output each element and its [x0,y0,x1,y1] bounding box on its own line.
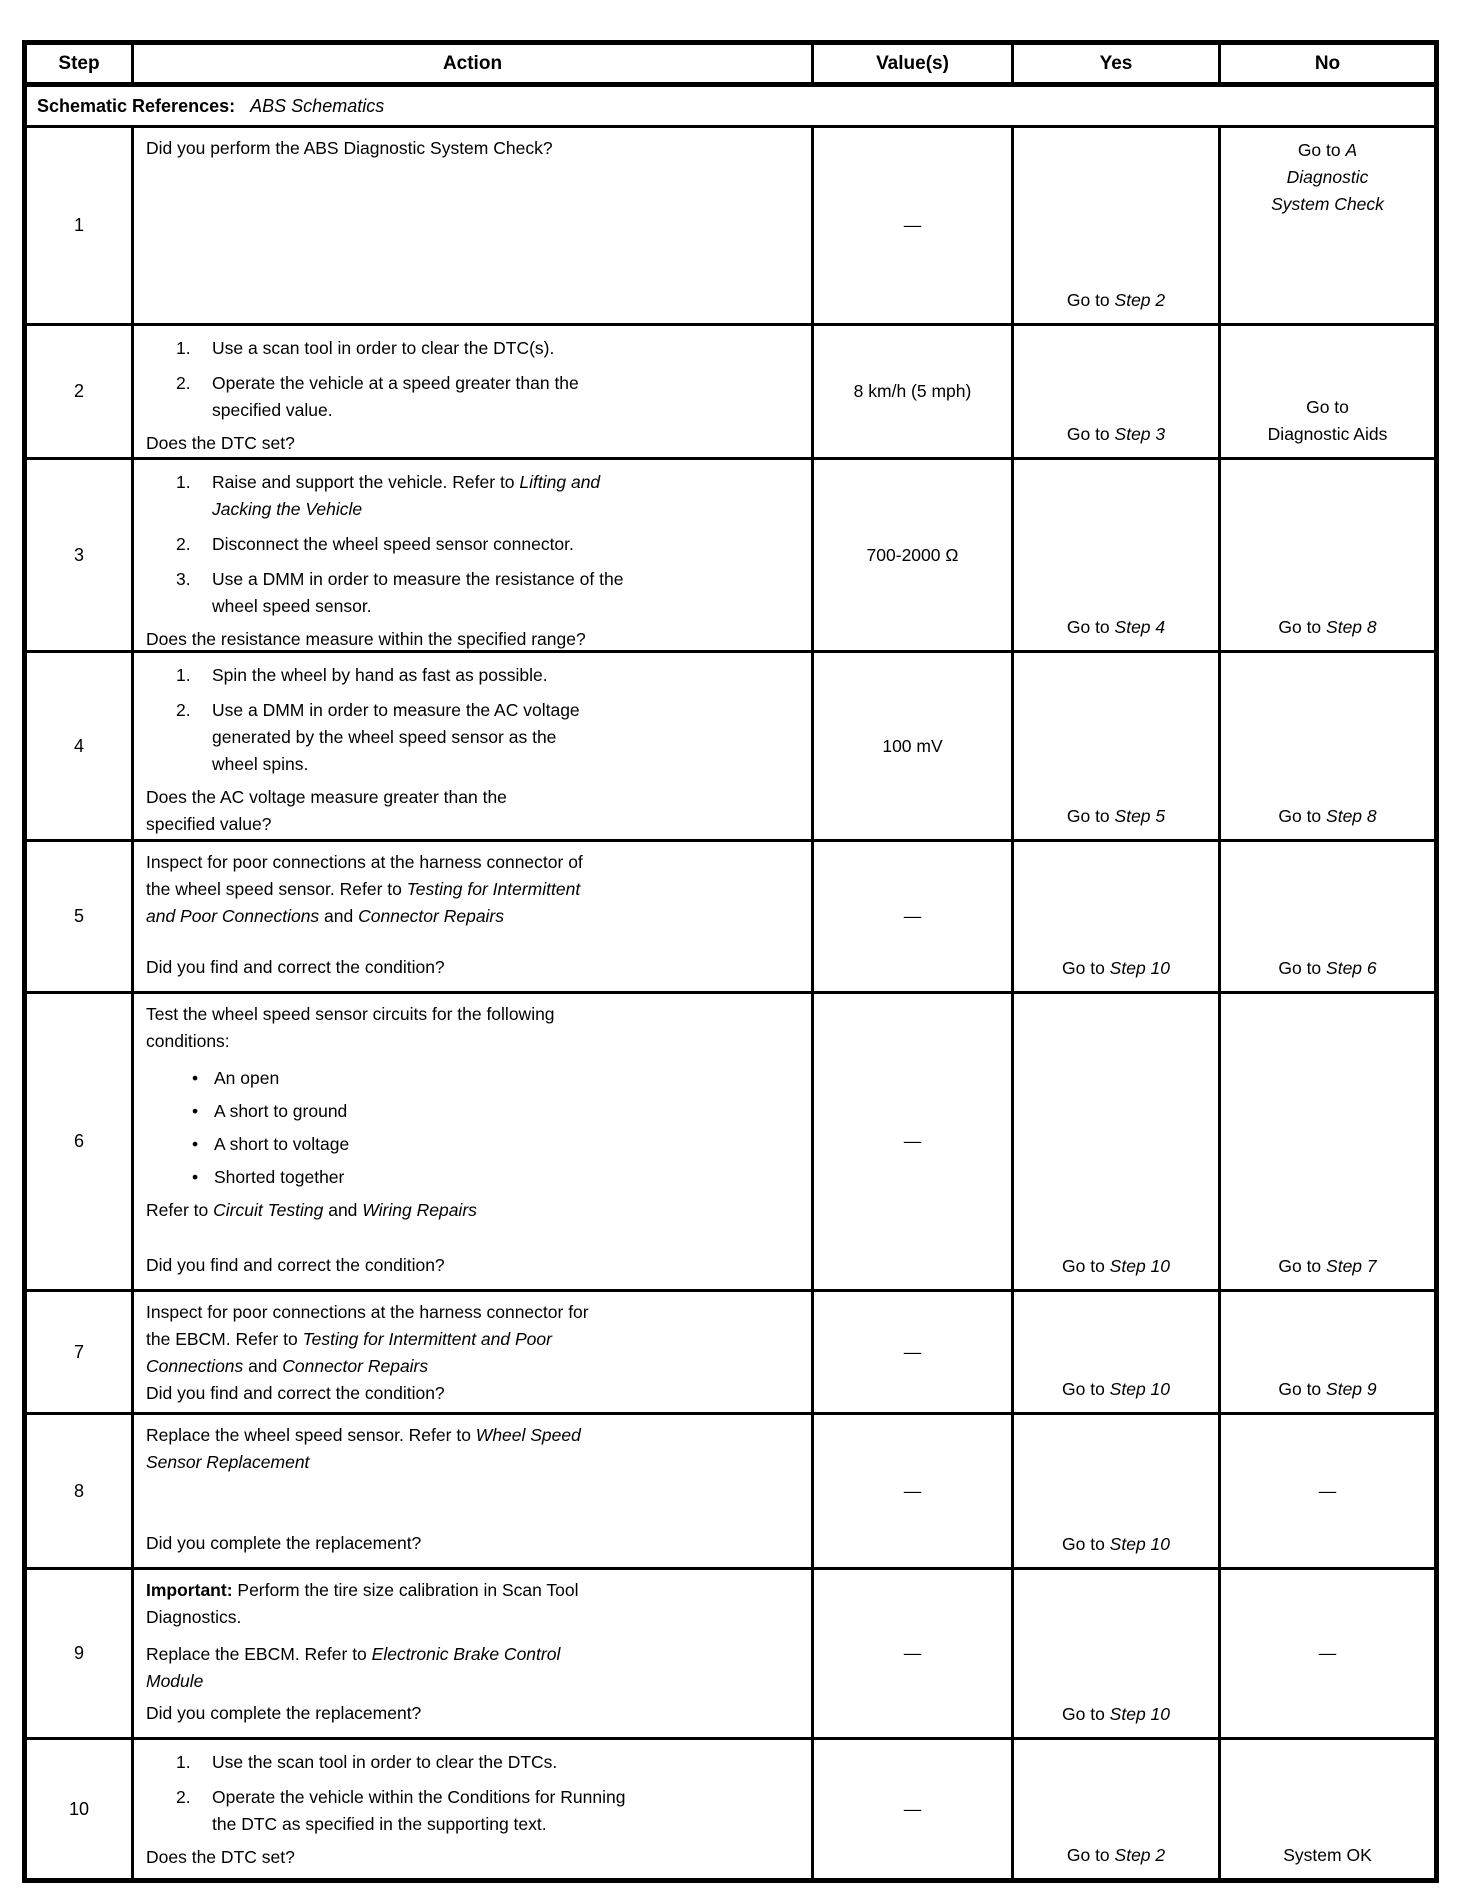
action-line: Use a DMM in order to measure the AC voltage [212,700,580,720]
no-cell [1220,127,1437,325]
no-line: Go to A [1297,140,1358,160]
action-line: Sensor Replacement [146,1452,310,1472]
yes-cell: Go to Step 10 [1013,1569,1220,1739]
action-line: Disconnect the wheel speed sensor connector. [212,534,574,554]
no-cell: Go to Step 7 [1220,993,1437,1291]
table-row-step-9 [25,1569,1437,1739]
action-question: Does the resistance measure within the specified range? [146,629,586,649]
action-line: Shorted together [214,1167,345,1187]
table-row-step-10 [25,1739,1437,1881]
action-line: Use a DMM in order to measure the resistance of the [212,569,624,589]
step-number: 7 [25,1291,133,1414]
no-cell: Go to Step 8 [1220,652,1437,841]
value-cell: — [813,1291,1013,1414]
yes-cell: Go to Step 3 [1013,325,1220,459]
action-line: Replace the EBCM. Refer to Electronic Brake Control [146,1644,561,1664]
action-cell [134,653,811,836]
table-row-step-6 [25,993,1437,1291]
step-number: 2 [25,325,133,459]
bullet-item [192,1098,803,1125]
yes-cell: Go to Step 2 [1013,1739,1220,1881]
action-question: Did you find and correct the condition? [146,957,445,977]
action-line: A short to ground [214,1101,348,1121]
bullet-icon: • [192,1167,199,1187]
diagnostic-table [22,40,1439,1883]
no-line: System Check [1271,194,1384,214]
action-cell [134,994,811,1286]
schematic-references-row [25,85,1437,127]
schematic-references-label: Schematic References: [37,95,236,116]
col-header-yes: Yes [1013,43,1220,85]
action-line: Important: Perform the tire size calibration in Scan Tool [146,1580,579,1600]
action-line: conditions: [146,1031,230,1051]
table-row-step-2 [25,325,1437,459]
bullet-item [192,1164,803,1191]
table-row-step-7 [25,1291,1437,1414]
step-number: 4 [25,652,133,841]
bullet-icon: • [192,1101,199,1121]
action-line: An open [214,1068,280,1088]
action-line: Use the scan tool in order to clear the DTCs. [212,1752,558,1772]
action-line: specified value? [146,814,272,834]
action-cell [134,1570,811,1734]
step-number: 3 [25,459,133,652]
table-row-step-8 [25,1414,1437,1569]
action-line: and Poor Connections and Connector Repairs [146,906,505,926]
action-question: Does the DTC set? [146,1847,295,1867]
action-line: the wheel speed sensor. Refer to Testing for Intermittent [146,879,581,899]
action-line: Diagnostics. [146,1607,242,1627]
item-number: 1. [176,472,191,492]
numbered-item [176,1749,803,1776]
header-row [25,43,1437,85]
col-header-step: Step [25,43,133,85]
item-number: 2. [176,1787,191,1807]
no-cell: System OK [1220,1739,1437,1881]
value-cell: — [813,1569,1013,1739]
action-line: Replace the wheel speed sensor. Refer to Wheel Speed [146,1425,581,1445]
table-row-step-3 [25,459,1437,652]
col-header-action: Action [133,43,813,85]
action-question: Did you find and correct the condition? [146,1255,445,1275]
action-cell [134,842,811,988]
value-cell: 8 km/h (5 mph) [813,325,1013,459]
action-line: Module [146,1671,204,1691]
value-cell: — [813,1739,1013,1881]
item-number: 2. [176,373,191,393]
no-line: Diagnostic Aids [1267,424,1388,444]
action-cell [134,1292,811,1409]
numbered-item [176,566,803,620]
no-cell [1220,325,1437,459]
item-number: 1. [176,338,191,358]
item-number: 3. [176,569,191,589]
table-row-step-4 [25,652,1437,841]
action-line: Operate the vehicle at a speed greater than the [212,373,579,393]
action-line: Spin the wheel by hand as fast as possible. [212,665,548,685]
action-line: generated by the wheel speed sensor as the [212,727,557,747]
action-line: Connections and Connector Repairs [146,1356,429,1376]
no-cell: Go to Step 9 [1220,1291,1437,1414]
action-line: Use a scan tool in order to clear the DTC(s). [212,338,555,358]
no-line: Diagnostic [1286,167,1369,187]
step-number: 10 [25,1739,133,1881]
no-line: Go to [1306,397,1349,417]
numbered-item [176,697,803,778]
value-cell: 700-2000 Ω [813,459,1013,652]
action-line: Jacking the Vehicle [212,499,363,519]
yes-cell: Go to Step 2 [1013,127,1220,325]
value-cell: — [813,127,1013,325]
action-question: Did you find and correct the condition? [146,1383,445,1403]
no-cell: — [1220,1569,1437,1739]
col-header-values: Value(s) [813,43,1013,85]
action-line: Test the wheel speed sensor circuits for the following [146,1004,555,1024]
action-line: specified value. [212,400,333,420]
step-number: 8 [25,1414,133,1569]
step-number: 5 [25,841,133,993]
step-number: 9 [25,1569,133,1739]
item-number: 1. [176,1752,191,1772]
action-line: the DTC as specified in the supporting text. [212,1814,547,1834]
action-question: Did you complete the replacement? [146,1703,422,1723]
action-line: Inspect for poor connections at the harness connector for [146,1302,589,1322]
numbered-item [176,662,803,689]
yes-cell: Go to Step 10 [1013,841,1220,993]
schematic-references-value: ABS Schematics [250,95,385,116]
no-cell: — [1220,1414,1437,1569]
item-number: 1. [176,665,191,685]
action-line: Refer to Circuit Testing and Wiring Repairs [146,1200,477,1220]
yes-cell: Go to Step 5 [1013,652,1220,841]
no-cell: Go to Step 8 [1220,459,1437,652]
bullet-item [192,1131,803,1158]
value-cell: — [813,1414,1013,1569]
action-line: Does the AC voltage measure greater than the [146,787,507,807]
numbered-item [176,1784,803,1838]
value-cell: — [813,841,1013,993]
numbered-item [176,335,803,362]
numbered-item [176,531,803,558]
bullet-item [192,1065,803,1092]
action-cell [134,1415,811,1564]
bullet-icon: • [192,1068,199,1088]
action-line: Operate the vehicle within the Conditions for Running [212,1787,626,1807]
item-number: 2. [176,700,191,720]
action-question: Does the DTC set? [146,433,295,453]
no-cell: Go to Step 6 [1220,841,1437,993]
yes-cell: Go to Step 10 [1013,1414,1220,1569]
action-line: Raise and support the vehicle. Refer to Lifting and [212,472,601,492]
action-cell [134,128,811,320]
value-cell: — [813,993,1013,1291]
action-line: wheel speed sensor. [212,596,372,616]
numbered-item [176,469,803,523]
action-line: wheel spins. [212,754,309,774]
action-cell [134,1740,811,1876]
yes-cell: Go to Step 10 [1013,993,1220,1291]
value-cell: 100 mV [813,652,1013,841]
item-number: 2. [176,534,191,554]
step-number: 1 [25,127,133,325]
action-cell [134,460,811,647]
step-number: 6 [25,993,133,1291]
action-line: A short to voltage [214,1134,350,1154]
action-cell [134,326,811,454]
action-question [146,784,803,838]
action-line: the EBCM. Refer to Testing for Intermittent and Poor [146,1329,552,1349]
action-line: Inspect for poor connections at the harness connector of [146,852,583,872]
table-row-step-5 [25,841,1437,993]
yes-cell: Go to Step 10 [1013,1291,1220,1414]
action-line: Did you perform the ABS Diagnostic System Check? [146,138,553,158]
schematic-references-cell [25,85,1437,127]
col-header-no: No [1220,43,1437,85]
numbered-item [176,370,803,424]
yes-cell: Go to Step 4 [1013,459,1220,652]
action-question: Did you complete the replacement? [146,1533,422,1553]
bullet-icon: • [192,1134,199,1154]
table-row-step-1 [25,127,1437,325]
